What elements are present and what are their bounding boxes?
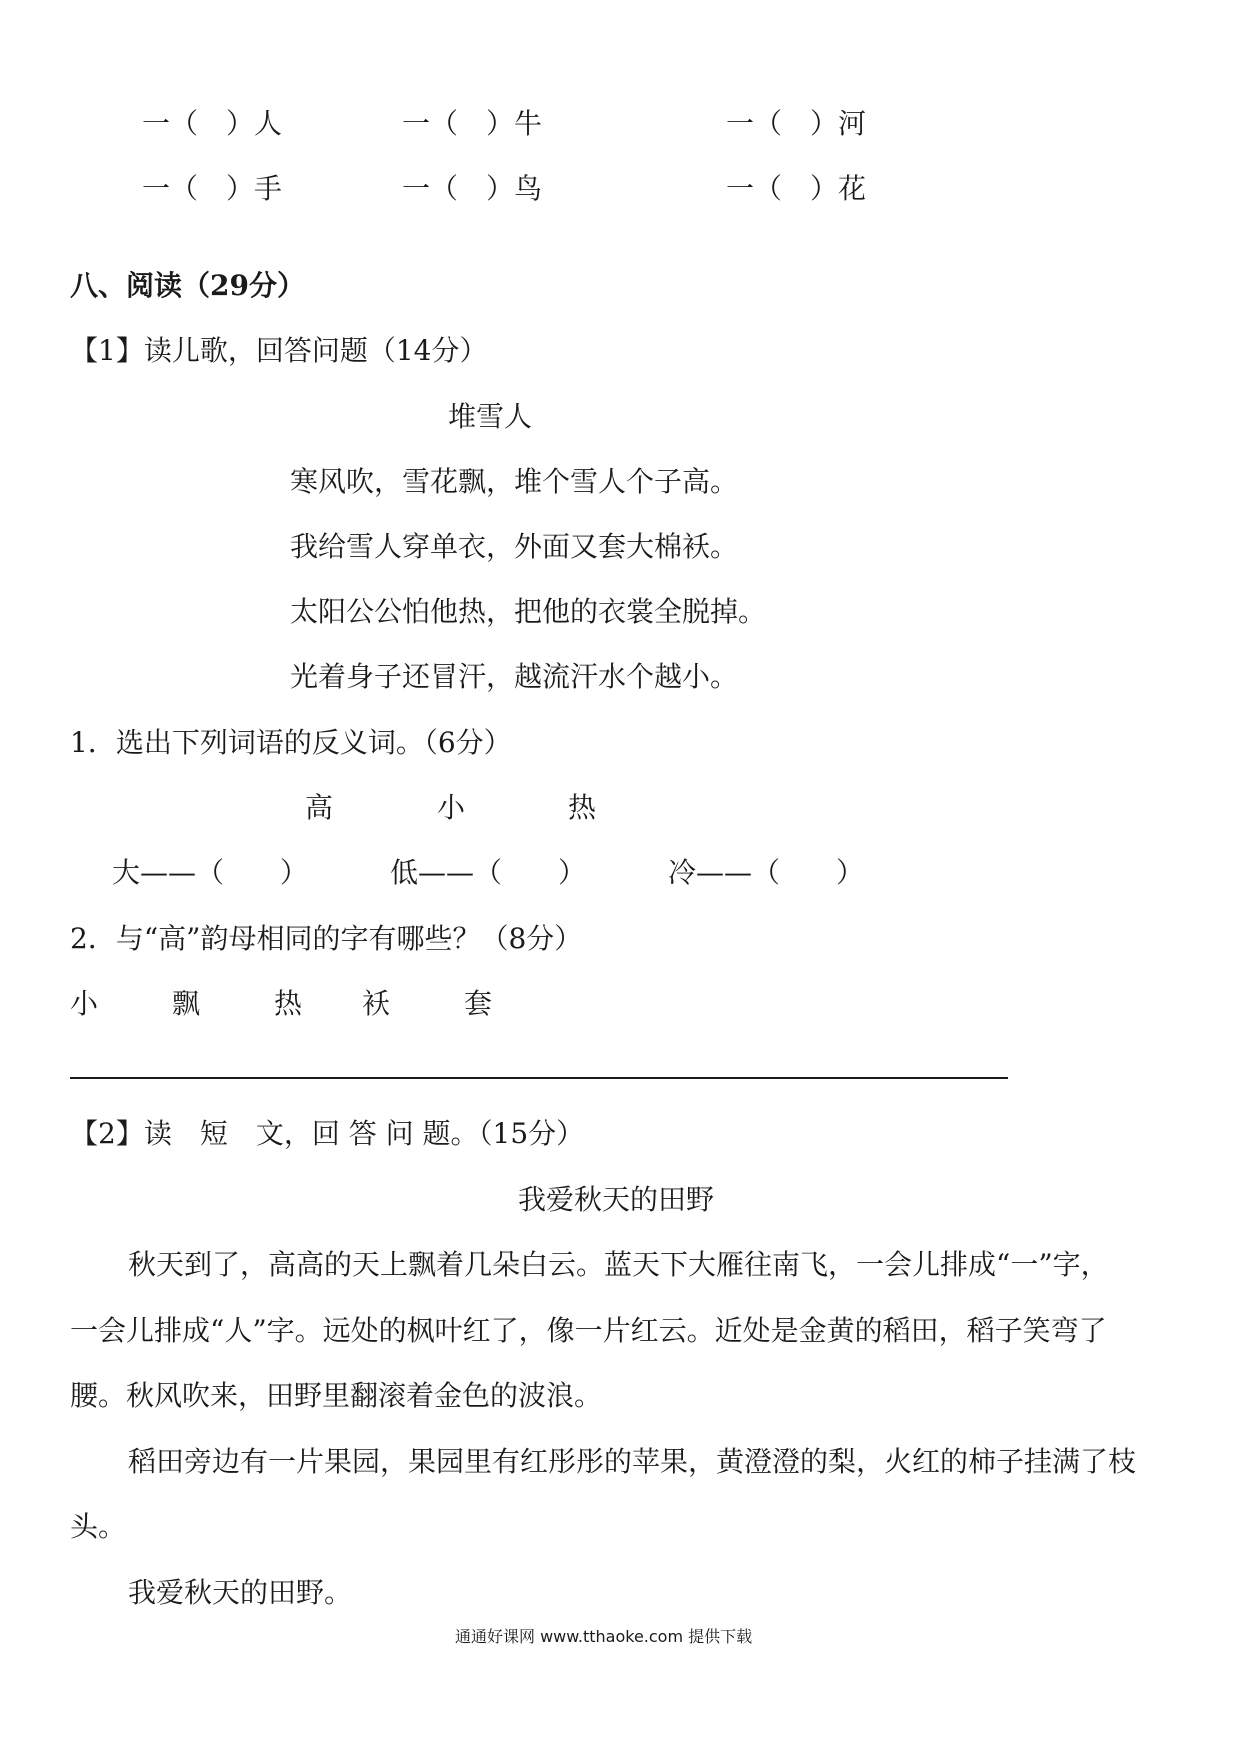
rhyme-char: 热 [274,987,303,1020]
measure-word-item: 一（ ）人 [142,107,283,140]
question-2-prompt: 2．与“高”韵母相同的字有哪些？（8分） [70,922,583,955]
part2-heading: 【2】读 短 文，回 答 问 题。（15分） [70,1117,585,1150]
measure-word-item: 一（ ）花 [726,172,867,205]
antonym-blank: 低——（ ） [390,856,587,889]
rhyme-char: 套 [464,987,493,1020]
passage-line: 我爱秋天的田野。 [128,1576,353,1609]
antonym-option: 高 [305,791,334,824]
footer-text: 通通好课网 www.tthaoke.com 提供下载 [455,1627,753,1646]
measure-word-item: 一（ ）手 [142,172,283,205]
antonym-option: 小 [437,791,466,824]
section-heading: 八、阅读（29分） [70,269,305,302]
question-1-prompt: 1．选出下列词语的反义词。（6分） [70,726,512,759]
poem-line: 我给雪人穿单衣，外面又套大棉袄。 [290,530,739,563]
poem-line: 太阳公公怕他热，把他的衣裳全脱掉。 [290,595,767,628]
rhyme-char: 飘 [172,987,201,1020]
antonym-blank: 冷——（ ） [668,856,865,889]
passage-line: 一会儿排成“人”字。远处的枫叶红了，像一片红云。近处是金黄的稻田，稻子笑弯了 [70,1314,1107,1347]
measure-word-item: 一（ ）牛 [402,107,543,140]
passage-line: 稻田旁边有一片果园，果园里有红彤彤的苹果，黄澄澄的梨，火红的柿子挂满了枝 [128,1445,1137,1478]
poem-line: 寒风吹，雪花飘，堆个雪人个子高。 [290,465,739,498]
passage-line: 腰。秋风吹来，田野里翻滚着金色的波浪。 [70,1379,603,1412]
passage-line: 头。 [70,1510,127,1543]
passage-title: 我爱秋天的田野 [518,1183,715,1216]
measure-word-item: 一（ ）河 [726,107,867,140]
antonym-option: 热 [568,791,597,824]
measure-word-item: 一（ ）鸟 [402,172,543,205]
poem-line: 光着身子还冒汗，越流汗水个越小。 [290,660,739,693]
answer-line [70,1077,1008,1079]
part1-heading: 【1】读儿歌，回答问题（14分） [70,334,488,367]
rhyme-char: 小 [70,987,99,1020]
poem-title: 堆雪人 [448,400,533,433]
passage-line: 秋天到了，高高的天上飘着几朵白云。蓝天下大雁往南飞，一会儿排成“一”字， [128,1248,1109,1281]
antonym-blank: 大——（ ） [112,856,309,889]
rhyme-char: 袄 [362,987,391,1020]
